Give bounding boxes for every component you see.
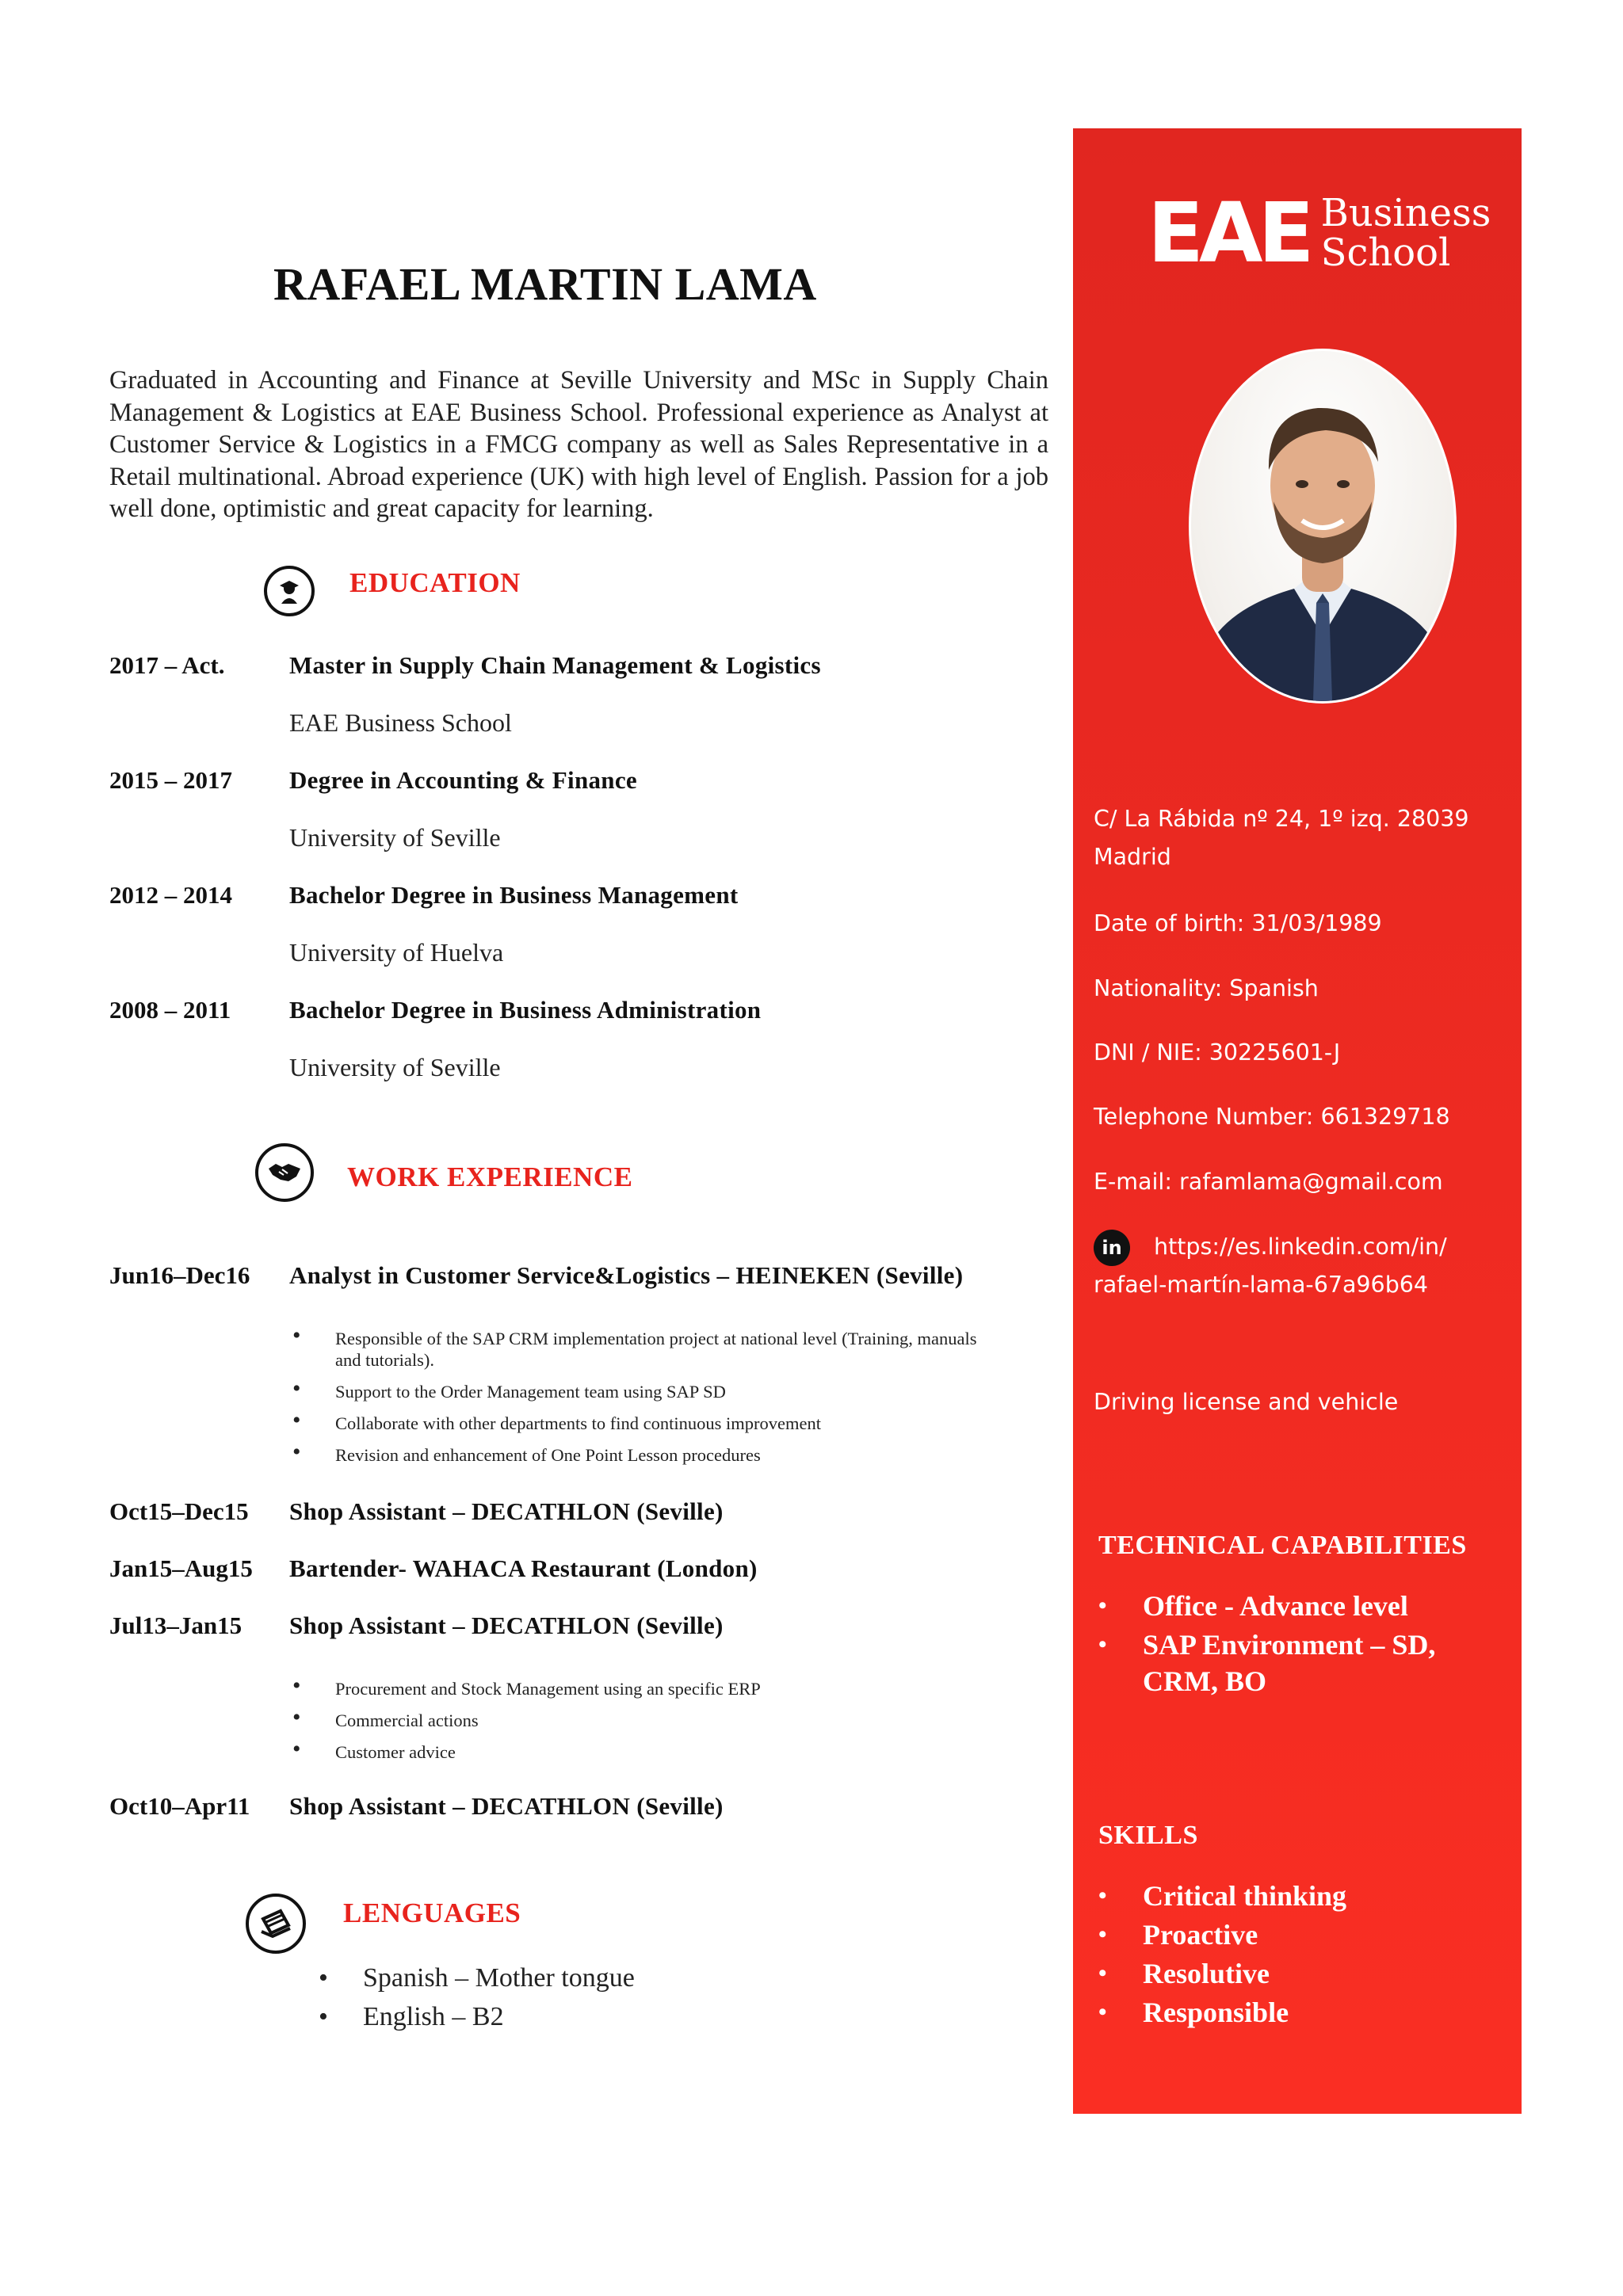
skill-item: • Responsible [1098, 1994, 1495, 2031]
work-role: Bartender- WAHACA Restaurant (London) [289, 1554, 758, 1582]
work-task: • Collaborate with other departments to find continuous improvement [289, 1413, 1002, 1434]
work-task: • Procurement and Stock Management using an specific ERP [289, 1678, 1002, 1699]
address-line: Madrid [1094, 844, 1171, 870]
education-date: 2012 – 2014 [109, 881, 232, 909]
email[interactable]: E-mail: rafamlama@gmail.com [1094, 1169, 1443, 1195]
education-date: 2015 – 2017 [109, 766, 232, 794]
school-logo [1148, 185, 1491, 281]
logo-business-text: Business [1320, 191, 1491, 235]
technical-item: • Office - Advance level [1098, 1588, 1495, 1624]
technical-heading: TECHNICAL CAPABILITIES [1098, 1531, 1467, 1560]
skill-item: • Critical thinking [1098, 1878, 1495, 1914]
logo-school-text: School [1320, 231, 1451, 275]
languages-list [317, 1958, 635, 2036]
education-degree: Degree in Accounting & Finance [289, 766, 637, 794]
education-degree: Bachelor Degree in Business Administration [289, 996, 762, 1024]
profile-summary: Graduated in Accounting and Finance at Seville University and MSc in Supply Chain Management & Logistics at EAE Business School. Professional experience as Analyst at Customer Service & Logistics in a FMCG company as well as Sales Representative in a Retail multinational. Abroad experience (UK) with high level of English. Passion for a job well done, optimistic and great capacity for learning. [109, 366, 1048, 523]
linkedin-url[interactable]: https://es.linkedin.com/in/ [1154, 1234, 1447, 1260]
education-degree: Bachelor Degree in Business Management [289, 881, 739, 909]
work-task: • Revision and enhancement of One Point Lesson procedures [289, 1444, 1002, 1466]
logo-eae-text: EAE [1148, 185, 1310, 281]
education-school: EAE Business School [289, 708, 512, 737]
telephone: Telephone Number: 661329718 [1094, 1104, 1450, 1130]
driving-license: Driving license and vehicle [1094, 1389, 1399, 1415]
address-line: C/ La Rábida nº 24, 1º izq. 28039 [1094, 806, 1469, 832]
work-role: Shop Assistant – DECATHLON (Seville) [289, 1611, 724, 1639]
technical-item: • SAP Environment – SD, CRM, BO [1098, 1627, 1495, 1699]
skills-list [1098, 1878, 1495, 2033]
candidate-name: RAFAEL MARTIN LAMA [273, 258, 817, 310]
sidebar [1073, 128, 1522, 2114]
languages-book-icon [246, 1894, 306, 1954]
skills-heading: SKILLS [1098, 1821, 1198, 1850]
language-item: • Spanish – Mother tongue [317, 1958, 635, 1997]
education-date: 2017 – Act. [109, 651, 225, 679]
dni: DNI / NIE: 30225601-J [1094, 1039, 1341, 1066]
work-date: Oct15–Dec15 [109, 1497, 249, 1525]
linkedin-block [1094, 1228, 1447, 1304]
work-tasks [289, 1328, 1002, 1476]
work-date: Jun16–Dec16 [109, 1261, 250, 1289]
work-tasks [289, 1678, 1002, 1773]
education-school: University of Seville [289, 823, 501, 852]
language-item: • English – B2 [317, 1997, 635, 2036]
education-heading: EDUCATION [349, 567, 521, 598]
technical-list [1098, 1588, 1495, 1702]
education-icon [264, 566, 315, 616]
work-role: Shop Assistant – DECATHLON (Seville) [289, 1497, 724, 1525]
work-task: • Support to the Order Management team using SAP SD [289, 1381, 1002, 1402]
work-date: Jul13–Jan15 [109, 1611, 242, 1639]
education-date: 2008 – 2011 [109, 996, 231, 1024]
date-of-birth: Date of birth: 31/03/1989 [1094, 910, 1382, 936]
contact-address [1094, 800, 1469, 876]
languages-heading: LENGUAGES [343, 1897, 521, 1928]
work-task: • Customer advice [289, 1741, 1002, 1763]
work-role: Shop Assistant – DECATHLON (Seville) [289, 1792, 724, 1820]
linkedin-url-cont[interactable]: rafael-martín-lama-67a96b64 [1094, 1272, 1429, 1298]
education-school: University of Seville [289, 1053, 501, 1081]
work-date: Oct10–Apr11 [109, 1792, 250, 1820]
education-degree: Master in Supply Chain Management & Logistics [289, 651, 821, 679]
profile-photo [1189, 349, 1457, 704]
skill-item: • Resolutive [1098, 1955, 1495, 1992]
nationality: Nationality: Spanish [1094, 975, 1319, 1001]
work-task: • Commercial actions [289, 1710, 1002, 1731]
linkedin-icon[interactable]: in [1094, 1230, 1130, 1266]
work-handshake-icon [255, 1143, 314, 1202]
work-role: Analyst in Customer Service&Logistics – HEINEKEN (Seville) [289, 1261, 964, 1289]
work-date: Jan15–Aug15 [109, 1554, 253, 1582]
skill-item: • Proactive [1098, 1917, 1495, 1953]
work-task: • Responsible of the SAP CRM implementation project at national level (Training, manuals and tutorials). [289, 1328, 1002, 1371]
education-school: University of Huelva [289, 938, 504, 967]
work-heading: WORK EXPERIENCE [347, 1161, 633, 1192]
